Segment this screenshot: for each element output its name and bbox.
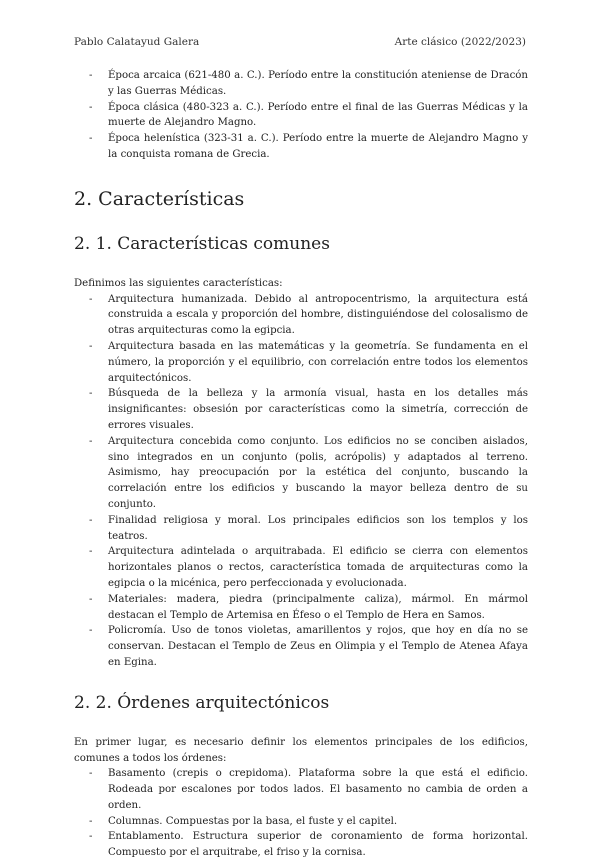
paragraph: En primer lugar, es necesario definir los elementos principales de los edificios, comunes a todos los órdenes: [74, 736, 528, 764]
list-item: - Arquitectura adintelada o arquitrabada. El edificio se cierra con elementos horizontales planos o rectos, característica tomada de arquitecturas como la egipcia o la micénica, pero perfeccionada y evolucionada. [108, 544, 528, 591]
list-item: - Policromía. Uso de tonos violetas, amarillentos y rojos, que hoy en día no se conservan. Destacan el Templo de Zeus en Olimpia y el Templo de Atenea Afaya en Egina. [108, 623, 528, 670]
periods-list [74, 68, 528, 163]
list-item: - Basamento (crepis o crepidoma). Plataforma sobre la que está el edificio. Rodeada por escalones por todos lados. El basamento no cambia de orden a orden. [108, 766, 528, 813]
subsection-heading: 2. 1. Características comunes [74, 233, 330, 254]
section-heading: 2. Características [74, 187, 245, 210]
subsection-heading: 2. 2. Órdenes arquitectónicos [74, 692, 330, 713]
list-item: - Finalidad religiosa y moral. Los principales edificios son los templos y los teatros. [108, 513, 528, 545]
list-item: - Arquitectura humanizada. Debido al antropocentrismo, la arquitectura está construida a escala y proporción del hombre, distinguiéndose del colosalismo de otras arquitecturas como la egipcia. [108, 292, 528, 339]
elements-list [74, 766, 528, 861]
header-course: Arte clásico (2022/2023) [394, 36, 526, 48]
list-item: - Arquitectura basada en las matemáticas y la geometría. Se fundamenta en el número, la proporción y el equilibrio, con correlación entre todos los elementos arquitectónicos. [108, 339, 528, 386]
page-header [74, 36, 526, 48]
list-item: - Arquitectura concebida como conjunto. Los edificios no se conciben aislados, sino integrados en un conjunto (polis, acrópolis) y adaptados al terreno. Asimismo, hay preocupación por la estética del conjunto, buscando la correlación entre los edificios y buscando la mayor belleza dentro de su conjunto. [108, 434, 528, 513]
list-item: - Época clásica (480-323 a. C.). Período entre el final de las Guerras Médicas y la muerte de Alejandro Magno. [108, 100, 528, 132]
list-item: - Época arcaica (621-480 a. C.). Período entre la constitución ateniense de Dracón y las Guerras Médicas. [108, 68, 528, 100]
characteristics-list [74, 292, 528, 671]
list-item: - Materiales: madera, piedra (principalmente caliza), mármol. En mármol destacan el Templo de Artemisa en Éfeso o el Templo de Hera en Samos. [108, 592, 528, 624]
header-author: Pablo Calatayud Galera [74, 36, 200, 48]
list-item: - Columnas. Compuestas por la basa, el fuste y el capitel. [108, 814, 528, 830]
list-item: - Entablamento. Estructura superior de coronamiento de forma horizontal. Compuesto por el arquitrabe, el friso y la cornisa. [108, 829, 528, 861]
list-item: - Búsqueda de la belleza y la armonía visual, hasta en los detalles más insignificantes: obsesión por características como la simetría, corrección de errores visuales. [108, 386, 528, 433]
page-content [74, 68, 528, 861]
list-item: - Época helenística (323-31 a. C.). Período entre la muerte de Alejandro Magno y la conquista romana de Grecia. [108, 131, 528, 163]
paragraph: Definimos las siguientes características: [74, 277, 283, 289]
